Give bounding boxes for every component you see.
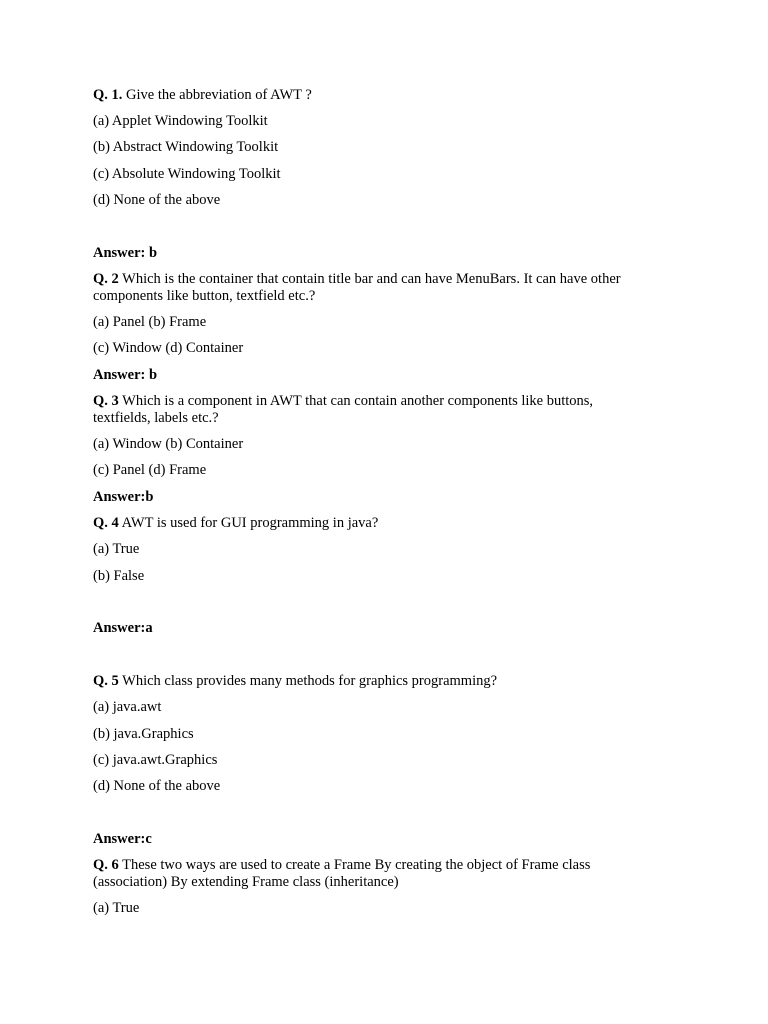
question-1-text: Give the abbreviation of AWT ?: [122, 87, 312, 103]
question-2-options-line-2: (c) Window (d) Container: [93, 340, 244, 356]
question-6-text: These two ways are used to create a Frame By creating the object of Frame class (association) By extending Frame class (inheritance): [93, 857, 591, 890]
question-5-text: Which class provides many methods for graphics programming?: [118, 673, 498, 689]
question-4-option-b: (b) False: [93, 568, 145, 584]
question-2: [93, 271, 673, 305]
question-5: [93, 673, 673, 690]
question-2-answer: [93, 367, 673, 384]
question-4-text: AWT is used for GUI programming in java?: [118, 515, 379, 531]
question-3-options-line-2: (c) Panel (d) Frame: [93, 462, 207, 478]
question-1-answer-text: Answer: b: [93, 245, 158, 261]
question-3-options-line-1: (a) Window (b) Container: [93, 436, 244, 452]
question-5-option-c: (c) java.awt.Graphics: [93, 752, 218, 768]
question-2-options-line-1: (a) Panel (b) Frame: [93, 314, 207, 330]
question-1-option-b: (b) Abstract Windowing Toolkit: [93, 139, 279, 155]
question-1-option-c: (c) Absolute Windowing Toolkit: [93, 166, 281, 182]
question-4-label: Q. 4: [93, 515, 119, 531]
question-4-answer: [93, 620, 673, 637]
question-2-label: Q. 2: [93, 271, 119, 287]
question-5-label: Q. 5: [93, 673, 119, 689]
question-2-answer-text: Answer: b: [93, 367, 158, 383]
question-1: [93, 87, 673, 104]
question-5-option-d: (d) None of the above: [93, 778, 221, 794]
question-6: [93, 857, 668, 891]
question-6-option-a: (a) True: [93, 900, 140, 916]
question-4-answer-text: Answer:a: [93, 620, 153, 636]
question-1-option-a: (a) Applet Windowing Toolkit: [93, 113, 268, 129]
question-5-option-b: (b) java.Graphics: [93, 726, 194, 742]
question-4: [93, 515, 673, 532]
question-1-option-d: (d) None of the above: [93, 192, 221, 208]
question-1-answer: [93, 245, 673, 262]
question-5-option-a: (a) java.awt: [93, 699, 162, 715]
question-3-answer-text: Answer:b: [93, 489, 154, 505]
question-5-answer: [93, 831, 673, 848]
question-6-label: Q. 6: [93, 857, 119, 873]
question-5-answer-text: Answer:c: [93, 831, 152, 847]
question-4-option-a: (a) True: [93, 541, 140, 557]
question-2-text: Which is the container that contain title bar and can have MenuBars. It can have other components like button, textfield etc.?: [93, 271, 621, 304]
question-3: [93, 393, 653, 427]
question-3-text: Which is a component in AWT that can contain another components like buttons, textfields, labels etc.?: [93, 393, 594, 426]
question-3-label: Q. 3: [93, 393, 119, 409]
question-3-answer: [93, 489, 673, 506]
question-1-label: Q. 1.: [93, 87, 123, 103]
